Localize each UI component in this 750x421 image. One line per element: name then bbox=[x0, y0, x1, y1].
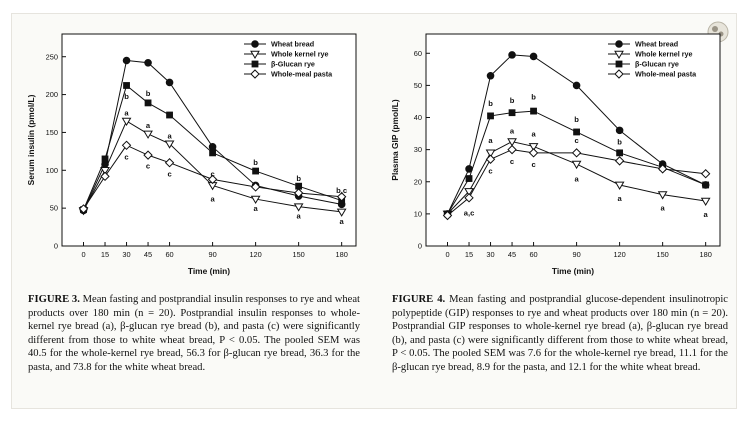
gip-significance-label: a bbox=[703, 209, 708, 219]
gip-x-tick-label: 30 bbox=[486, 250, 495, 259]
gip-x-tick-label: 45 bbox=[507, 250, 517, 259]
gip-significance-label: c bbox=[488, 166, 493, 176]
insulin-significance-label: c bbox=[124, 152, 129, 162]
gip-significance-label: b bbox=[509, 95, 515, 105]
insulin-chart-panel bbox=[22, 28, 364, 286]
insulin-y-tick-label: 50 bbox=[49, 203, 58, 213]
gip-y-tick-label: 40 bbox=[413, 113, 422, 123]
insulin-legend-label: Whole-meal pasta bbox=[271, 69, 333, 79]
gip-data-point bbox=[530, 108, 537, 115]
insulin-chart bbox=[22, 28, 364, 286]
insulin-data-point bbox=[252, 168, 259, 175]
insulin-x-tick-label: 90 bbox=[208, 250, 217, 259]
insulin-data-point bbox=[145, 59, 152, 66]
gip-data-point bbox=[573, 129, 580, 136]
figure-4-text: Mean fasting and postprandial glucose-dependent insulinotropic polypeptide (GIP) responses to rye and wheat products over 180 min (n = 20). Postprandial GIP responses to whole-kernel rye bread (a), β-glucan rye bread (b), and pasta (c) were significantly different from those to white wheat bread, P < 0.05. The pooled SEM was 7.6 for the whole-kernel rye bread, 11.1 for the β-glucan rye bread, 8.9 for the pasta, and 12.1 for the white wheat bread. bbox=[392, 294, 728, 373]
insulin-y-tick-label: 250 bbox=[45, 52, 58, 62]
gip-legend-item bbox=[608, 40, 678, 49]
insulin-data-point bbox=[123, 57, 130, 64]
gip-data-point bbox=[616, 127, 623, 134]
gip-data-point bbox=[509, 109, 516, 116]
gip-significance-label: c bbox=[531, 160, 536, 170]
gip-y-tick-label: 30 bbox=[413, 145, 422, 155]
gip-y-tick-label: 50 bbox=[413, 80, 422, 90]
gip-data-point bbox=[702, 182, 709, 189]
insulin-significance-label: a bbox=[296, 211, 301, 221]
gip-significance-label: b bbox=[531, 92, 536, 102]
insulin-significance-label: a bbox=[167, 131, 172, 141]
gip-x-tick-label: 0 bbox=[445, 250, 450, 259]
gip-y-axis-label: Plasma GIP (pmol/L) bbox=[390, 99, 400, 181]
gip-data-point bbox=[616, 149, 623, 156]
insulin-data-point bbox=[123, 82, 130, 89]
gip-legend-item bbox=[608, 60, 679, 69]
insulin-x-axis-label: Time (min) bbox=[187, 266, 231, 276]
insulin-significance-label: a bbox=[253, 204, 258, 214]
insulin-legend-marker bbox=[252, 41, 259, 48]
gip-x-tick-label: 15 bbox=[464, 250, 474, 259]
gip-x-tick-label: 180 bbox=[699, 250, 712, 259]
gip-y-tick-label: 0 bbox=[417, 241, 422, 251]
insulin-significance-label: a bbox=[124, 108, 129, 118]
insulin-data-point bbox=[166, 112, 173, 119]
insulin-legend-label: Wheat bread bbox=[271, 39, 315, 49]
insulin-x-tick-label: 15 bbox=[100, 250, 110, 259]
gip-x-tick-label: 90 bbox=[572, 250, 581, 259]
insulin-legend-label: Whole kernel rye bbox=[271, 49, 329, 59]
insulin-significance-label: b bbox=[253, 157, 258, 167]
gip-data-point bbox=[509, 51, 516, 58]
insulin-y-tick-label: 150 bbox=[45, 128, 58, 138]
gip-significance-label: c bbox=[509, 156, 515, 166]
insulin-significance-label: c bbox=[145, 161, 151, 171]
gip-significance-label: a bbox=[488, 136, 493, 145]
gip-data-point bbox=[530, 53, 537, 60]
gip-y-tick-label: 60 bbox=[413, 48, 422, 58]
insulin-legend-marker bbox=[252, 61, 259, 68]
insulin-significance-label: c bbox=[210, 169, 215, 179]
insulin-y-axis-label: Serum insulin (pmol/L) bbox=[26, 94, 36, 186]
insulin-significance-label: a bbox=[145, 120, 151, 130]
insulin-y-tick-label: 100 bbox=[45, 165, 58, 175]
gip-significance-label: a bbox=[660, 203, 665, 213]
gip-x-tick-label: 60 bbox=[529, 250, 538, 259]
gip-chart bbox=[386, 28, 728, 286]
insulin-significance-label: a bbox=[210, 194, 215, 204]
gip-significance-label: a bbox=[574, 174, 579, 184]
gip-y-tick-label: 20 bbox=[413, 177, 422, 187]
gip-legend-marker bbox=[616, 41, 623, 48]
gip-significance-label: c bbox=[574, 136, 579, 145]
gip-y-tick-label: 10 bbox=[413, 209, 422, 219]
insulin-x-tick-label: 45 bbox=[143, 250, 153, 259]
insulin-significance-label: b,c bbox=[336, 185, 348, 195]
insulin-data-point bbox=[209, 149, 216, 156]
insulin-x-tick-label: 180 bbox=[335, 250, 348, 259]
insulin-significance-label: c bbox=[167, 169, 172, 179]
gip-data-point bbox=[466, 175, 473, 182]
gip-significance-label: a,c bbox=[463, 208, 475, 218]
insulin-significance-label: b bbox=[296, 173, 301, 183]
figure-3-label: FIGURE 3. bbox=[28, 294, 80, 305]
insulin-legend-label: β-Glucan rye bbox=[271, 59, 315, 69]
insulin-x-tick-label: 150 bbox=[292, 250, 305, 259]
insulin-data-point bbox=[145, 100, 152, 107]
insulin-legend-item bbox=[244, 40, 314, 49]
insulin-x-tick-label: 0 bbox=[81, 250, 86, 259]
insulin-significance-label: a bbox=[339, 217, 344, 227]
insulin-y-tick-label: 0 bbox=[53, 241, 58, 251]
figure-4-caption bbox=[392, 293, 728, 375]
gip-significance-label: b bbox=[617, 137, 622, 147]
insulin-data-point bbox=[209, 143, 216, 150]
insulin-x-tick-label: 120 bbox=[249, 250, 262, 259]
figure-4-label: FIGURE 4. bbox=[392, 294, 446, 305]
insulin-data-point bbox=[166, 79, 173, 86]
insulin-significance-label: b bbox=[145, 89, 151, 99]
gip-x-axis-label: Time (min) bbox=[551, 266, 595, 276]
gip-legend-label: Whole-meal pasta bbox=[635, 69, 697, 79]
insulin-data-point bbox=[102, 156, 109, 163]
gip-legend-label: Wheat bread bbox=[635, 39, 679, 49]
gip-legend-label: Whole kernel rye bbox=[635, 49, 693, 59]
gip-x-tick-label: 120 bbox=[613, 250, 626, 259]
insulin-x-tick-label: 30 bbox=[122, 250, 131, 259]
gip-chart-panel bbox=[386, 28, 728, 286]
figure-3-caption bbox=[28, 293, 360, 375]
gip-legend-marker bbox=[616, 61, 623, 68]
gip-significance-label: b bbox=[488, 99, 493, 109]
gip-legend-label: β-Glucan rye bbox=[635, 59, 679, 69]
gip-significance-label: a bbox=[531, 129, 536, 139]
insulin-significance-label: b bbox=[124, 92, 129, 102]
insulin-x-tick-label: 60 bbox=[165, 250, 174, 259]
gip-x-tick-label: 150 bbox=[656, 250, 669, 259]
gip-significance-label: a bbox=[617, 193, 622, 203]
gip-significance-label: b bbox=[574, 115, 579, 125]
figure-3-text: Mean fasting and postprandial insulin responses to rye and wheat products over 180 min (n = 20). Postprandial insulin responses to whole-kernel rye bread (a), β-glucan rye bread (b), and pasta (c) were significantly different from those to white wheat bread, P < 0.05. The pooled SEM was 40.5 for the whole-kernel rye bread, 56.3 for β-glucan rye bread, 36.3 for the pasta, and 73.8 for the white wheat bread. bbox=[28, 294, 360, 373]
gip-data-point bbox=[487, 72, 494, 79]
insulin-legend-item bbox=[244, 60, 315, 69]
gip-significance-label: a bbox=[509, 126, 515, 136]
gip-data-point bbox=[487, 113, 494, 120]
gip-data-point bbox=[573, 82, 580, 89]
insulin-y-tick-label: 200 bbox=[45, 90, 58, 100]
